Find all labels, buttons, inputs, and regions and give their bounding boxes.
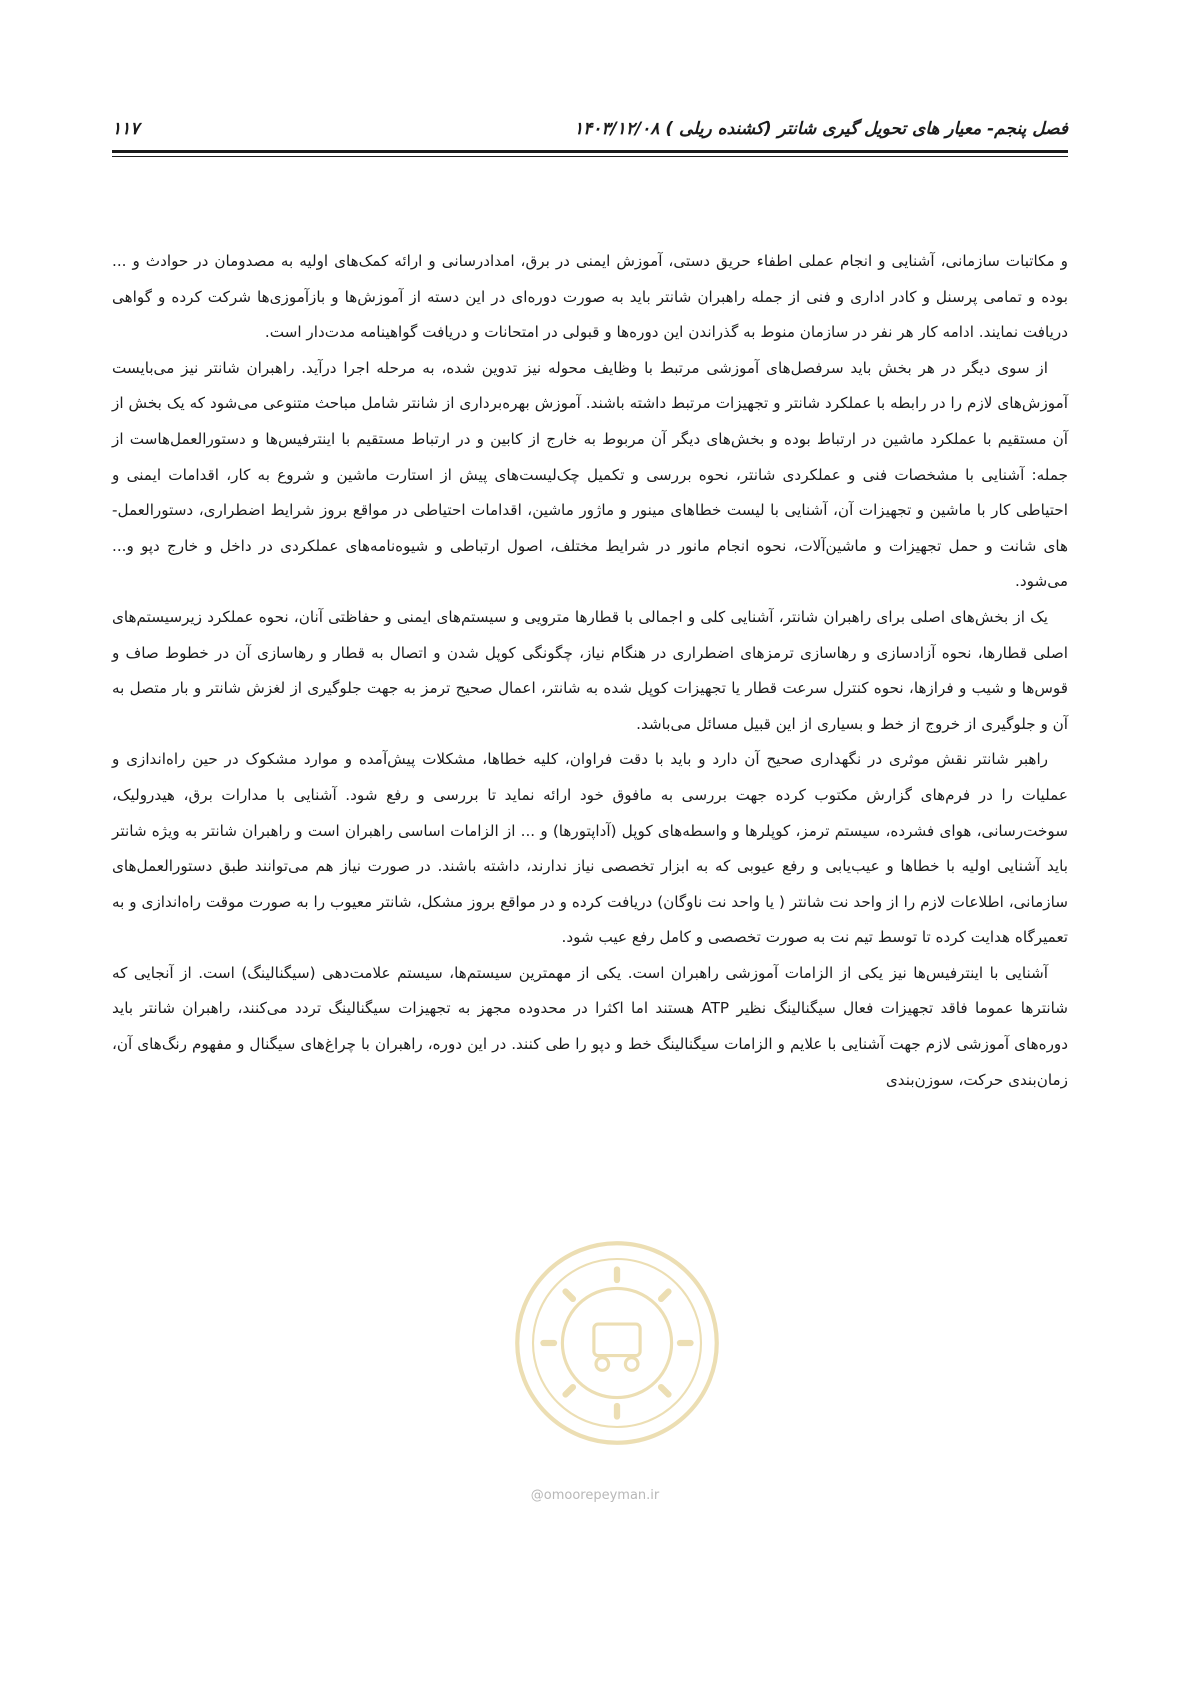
header-rule-thin <box>112 156 1068 157</box>
header-rule-thick <box>112 150 1068 153</box>
page-number: ۱۱۷ <box>112 119 140 139</box>
paragraph-1: و مکاتبات سازمانی، آشنایی و انجام عملی اطفاء حریق دستی، آموزش ایمنی در برق، امدادرسانی و ارائه کمک‌های اولیه به مصدومان در حوادث و ... بوده و تمامی پرسنل و کادر اداری و فنی از جمله راهبران شانتر باید به صورت دوره‌ای در این دسته از آموزش‌ها و بازآموزی‌ها شرکت کرده و گواهی دریافت نمایند. ادامه کار هر نفر در سازمان منوط به گذراندن این دوره‌ها و قبولی در امتحانات و دریافت گواهینامه مدت‌دار است. <box>112 252 1068 342</box>
chapter-title: فصل پنجم- معیار های تحویل گیری شانتر (کشنده ریلی ) ۱۴۰۳/۱۲/۰۸ <box>573 119 1068 139</box>
watermark-seal-icon <box>512 1238 722 1448</box>
paragraph-5: آشنایی با اینترفیس‌ها نیز یکی از الزامات آموزشی راهبران است. یکی از مهمترین سیستم‌ها، سیستم علامت‌دهی (سیگنالینگ) است. از آنجایی که شانترها عموما فاقد تجهیزات فعال سیگنالینگ نظیر ATP هستند اما اکثرا در محدوده مجهز به تجهیزات سیگنالینگ تردد می‌کنند، راهبران شانتر باید دوره‌های آموزشی لازم جهت آشنایی با علایم و الزامات سیگنالینگ خط و دپو را طی کنند. در این دوره، راهبران با چراغ‌های سیگنال و مفهوم رنگ‌های آن، زمان‌بندی حرکت، سوزن‌بندی <box>112 963 1068 1089</box>
paragraph-2: از سوی دیگر در هر بخش باید سرفصل‌های آموزشی مرتبط با وظایف محوله نیز تدوین شده، به مرحله اجرا درآید. راهبران شانتر نیز می‌بایست آموزش‌های لازم را در رابطه با عملکرد شانتر و تجهیزات مرتبط داشته باشند. آموزش بهره‌برداری از شانتر شامل مباحث متنوعی می‌شود که یک بخش از آن مستقیم با عملکرد ماشین در ارتباط بوده و بخش‌های دیگر آن مربوط به خارج از کابین و در ارتباط مستقیم با اینترفیس‌ها و دستورالعمل‌هاست از جمله: آشنایی با مشخصات فنی و عملکردی شانتر، نحوه بررسی و تکمیل چک‌لیست‌های پیش از استارت ماشین و شروع به کار، اقدامات ایمنی و احتیاطی کار با ماشین و تجهیزات آن، آشنایی با لیست خطاهای مینور و ماژور ماشین، اقدامات احتیاطی در مواقع بروز شرایط اضطراری، دستورالعمل-های شانت و حمل تجهیزات و ماشین‌آلات، نحوه انجام مانور در شرایط مختلف، اصول ارتباطی و شیوه‌نامه‌های عملکردی در داخل و خارج دپو و... می‌شود. <box>112 358 1068 591</box>
watermark-url: @omoorepeyman.ir <box>530 1488 660 1503</box>
paragraph-3: یک از بخش‌های اصلی برای راهبران شانتر، آشنایی کلی و اجمالی با قطارها مترویی و سیستم‌های ایمنی و حفاظتی آنان، نحوه عملکرد زیرسیستم‌های اصلی قطارها، نحوه آزادسازی و رهاسازی ترمزهای اضطراری در هنگام نیاز، چگونگی کوپل شدن و اتصال به قطار و رهاسازی آن در خطوط صاف و قوس‌ها و شیب و فرازها، نحوه کنترل سرعت قطار یا تجهیزات کوپل شده به شانتر، اعمال صحیح ترمز به جهت جلوگیری از لغزش شانتر و بار متصل به آن و جلوگیری از خروج از خط و بسیاری از این قبیل مسائل می‌باشد. <box>112 607 1068 733</box>
running-header <box>112 118 1068 148</box>
paragraph-4: راهبر شانتر نقش موثری در نگهداری صحیح آن دارد و باید با دقت فراوان، کلیه خطاها، مشکلات پیش‌آمده و موارد مشکوک در حین راه‌اندازی و عملیات را در فرم‌های گزارش مکتوب کرده جهت بررسی به مافوق خود ارائه نماید تا بررسی و رفع شود. آشنایی با مدارات برق، هیدرولیک، سوخت‌رسانی، هوای فشرده، سیستم ترمز، کوپلرها و واسطه‌های کوپل (آداپتورها) و ... از الزامات اساسی راهبران است و راهبران شانتر به ویژه شانتر باید آشنایی اولیه با خطاها و عیب‌یابی و رفع عیوبی که به ابزار تخصصی نیاز ندارند، داشته باشند. در صورت نیاز هم می‌توانند طبق دستورالعمل‌های سازمانی، اطلاعات لازم را از واحد نت شانتر ( یا واحد نت ناوگان) دریافت کرده و در مواقع بروز مشکل، شانتر معیوب را به صورت موقت راه‌اندازی و به تعمیرگاه هدایت کرده تا توسط تیم نت به صورت تخصصی و کامل رفع عیب شود. <box>112 750 1068 947</box>
body-text <box>112 244 1068 1098</box>
